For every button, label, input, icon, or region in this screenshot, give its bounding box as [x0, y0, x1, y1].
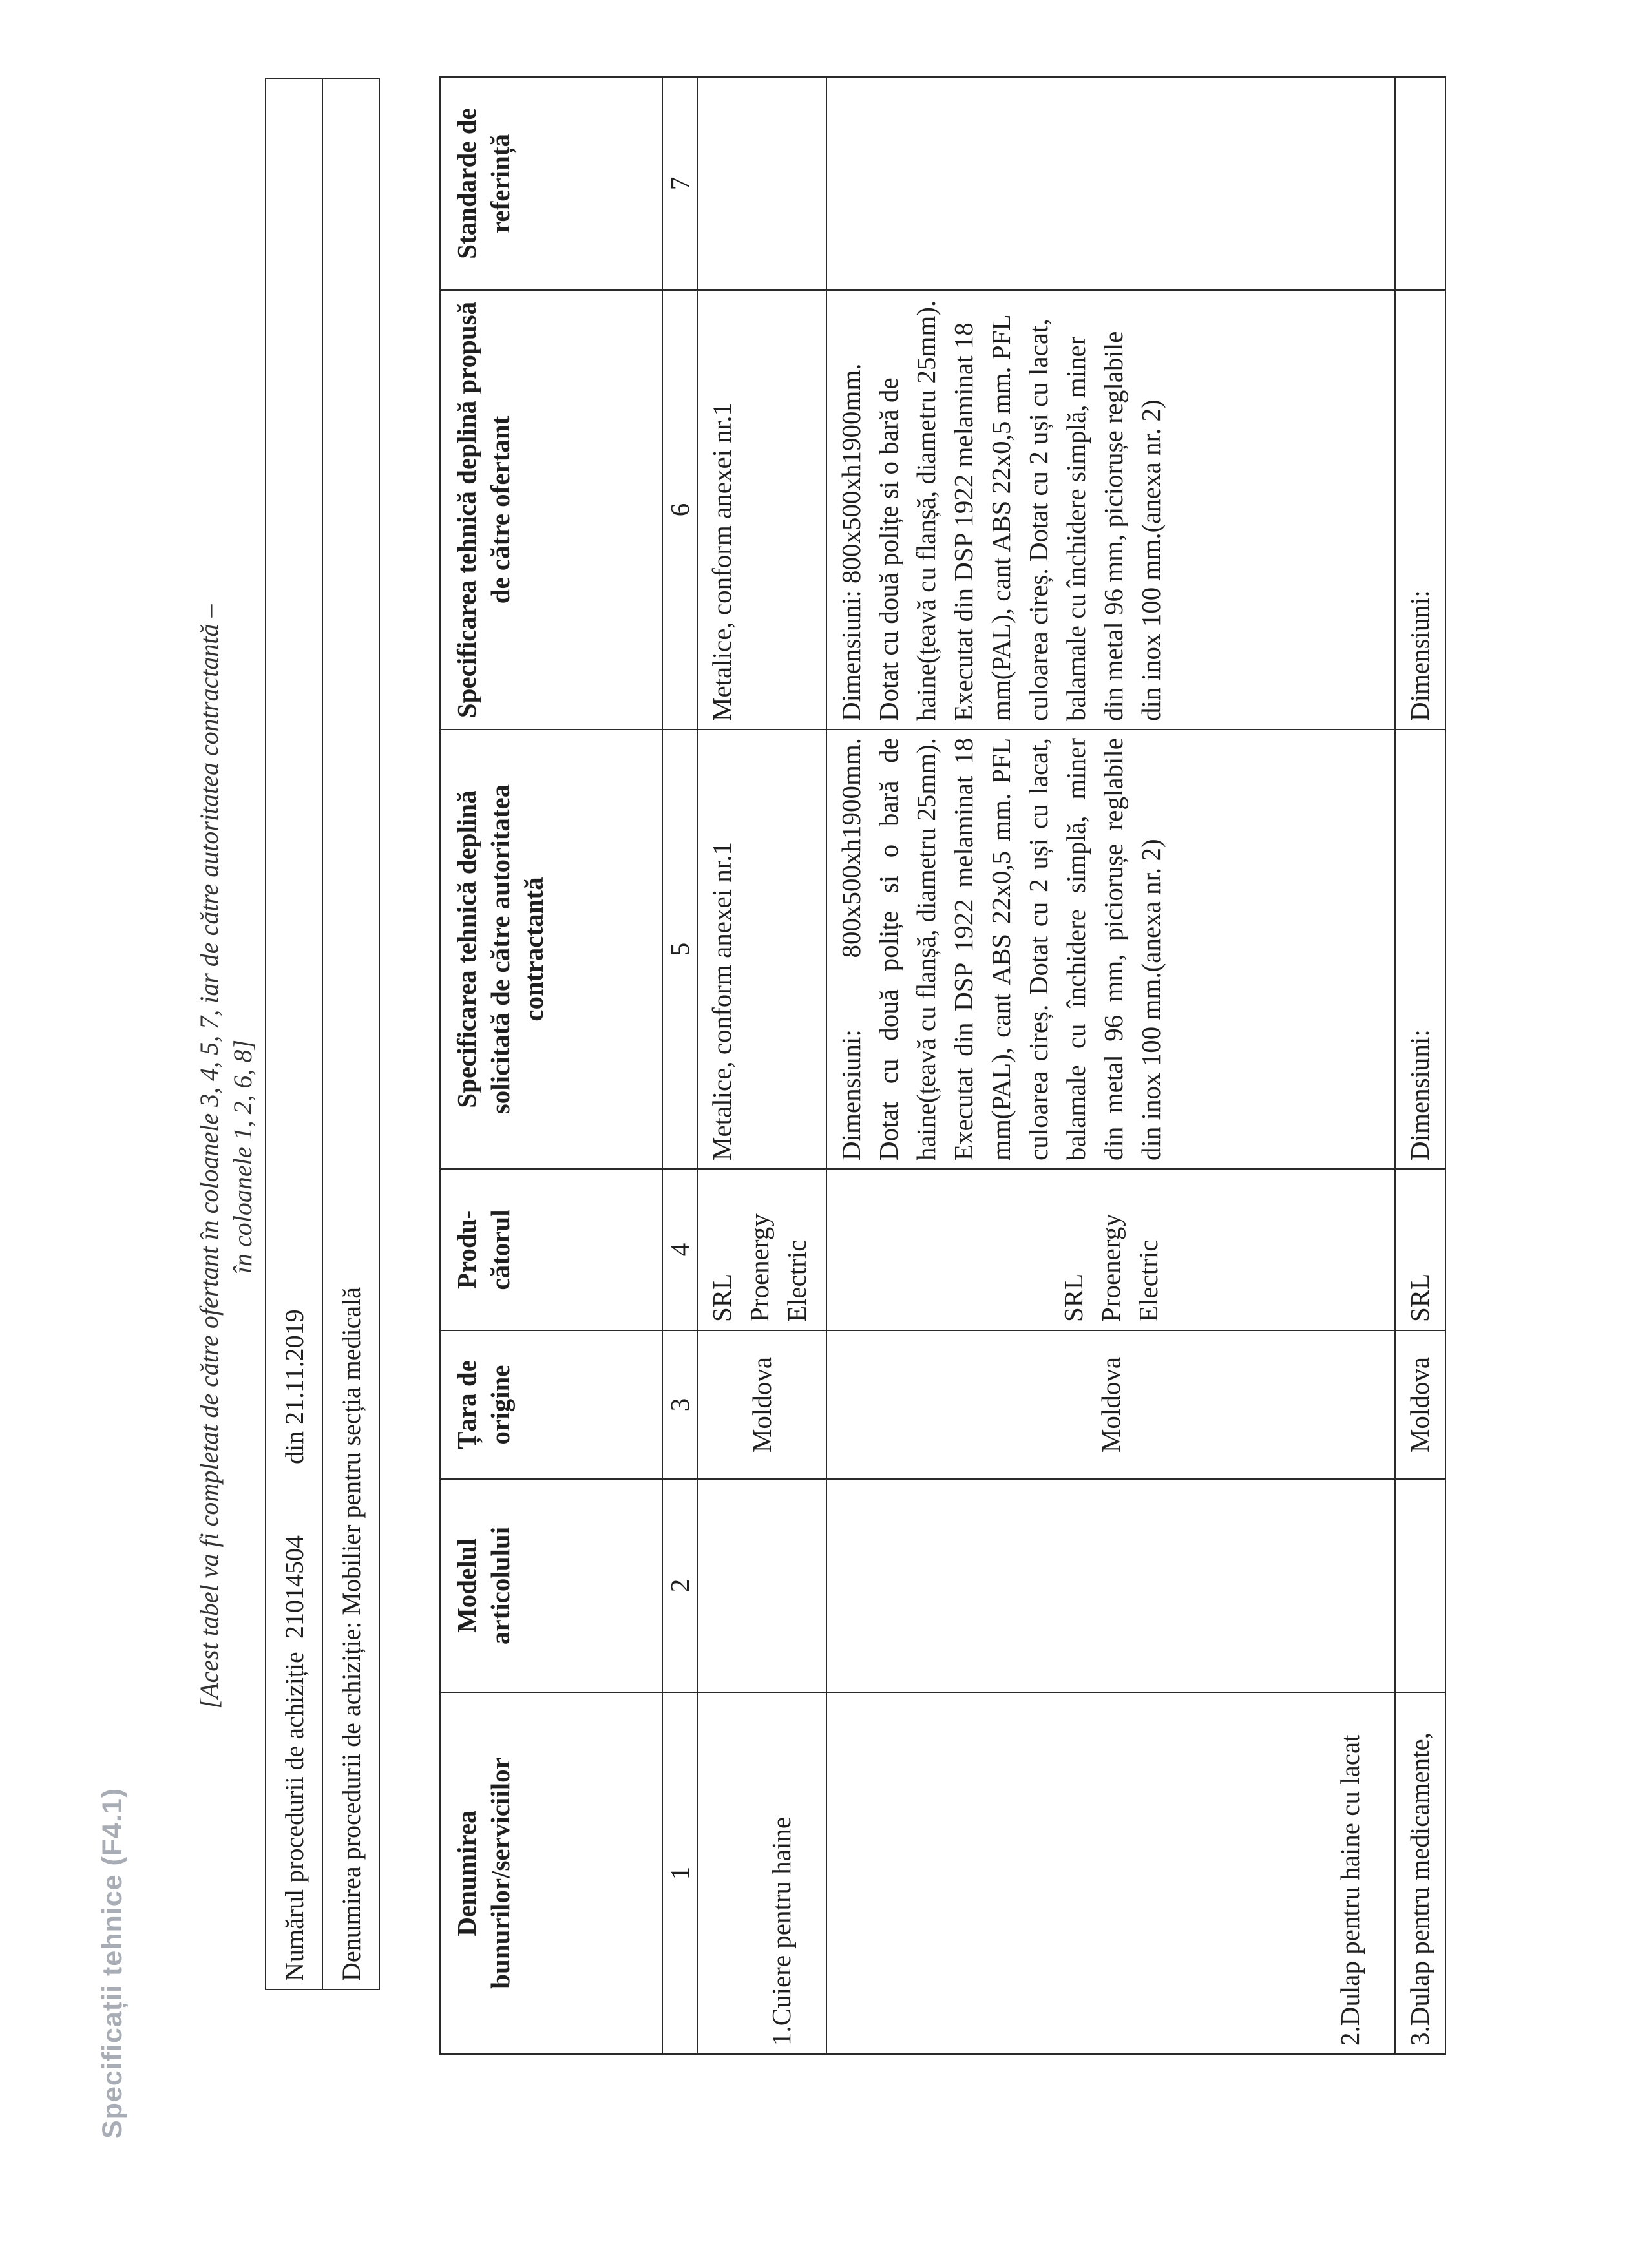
- column-number-6: 6: [662, 290, 697, 730]
- item-producer: SRL Proenergy Electric: [697, 1169, 826, 1330]
- header-producatorul: Produ-cătorul: [440, 1169, 662, 1330]
- item-producer: SRL: [1395, 1169, 1445, 1330]
- column-number-4: 4: [662, 1169, 697, 1330]
- item-model: [1395, 1479, 1445, 1692]
- item-name: 2.Dulap pentru haine cu lacat: [826, 1692, 1395, 2054]
- item-standards: [826, 77, 1395, 290]
- instruction-line-1: [Acest tabel va fi completat de către ofertant în coloanele 3, 4, 5, 7, iar de către autoritatea contractantă –: [194, 604, 224, 1709]
- procedure-name-row: [322, 78, 379, 1990]
- table-row: [1395, 77, 1445, 2054]
- page-title: Specificații tehnice (F4.1): [97, 1787, 128, 2139]
- item-country: Moldova: [826, 1330, 1395, 1479]
- procedure-date: din 21.11.2019: [279, 1309, 309, 1464]
- procedure-name-label: Denumirea procedurii de achiziție:: [336, 1621, 366, 1981]
- item-standards: [1395, 77, 1445, 290]
- item-name: 1.Cuiere pentru haine: [697, 1692, 826, 2054]
- item-spec-requested: Metalice, conform anexei nr.1: [697, 730, 826, 1169]
- item-spec-offered: Dimensiuni:: [1395, 290, 1445, 730]
- procedure-number-cell: [266, 78, 322, 1990]
- procedure-number-label: Numărul procedurii de achiziție: [279, 1652, 309, 1981]
- procedure-number-row: [266, 78, 322, 1990]
- column-number-7: 7: [662, 77, 697, 290]
- item-country: Moldova: [1395, 1330, 1445, 1479]
- procedure-name-cell: [322, 78, 379, 1990]
- column-number-5: 5: [662, 730, 697, 1169]
- table-row: [697, 77, 826, 2054]
- item-standards: [697, 77, 826, 290]
- column-number-row: [662, 77, 697, 2054]
- header-spec-propusa: Specificarea tehnică deplină propusă de către ofertant: [440, 290, 662, 730]
- column-number-1: 1: [662, 1692, 697, 2054]
- instruction-line-2: în coloanele 1, 2, 6, 8]: [228, 1039, 257, 1274]
- item-model: [697, 1479, 826, 1692]
- technical-spec-table: [439, 76, 1446, 2055]
- item-country: Moldova: [697, 1330, 826, 1479]
- header-spec-solicitata: Specificarea tehnică deplină solicitată de către autoritatea contractantă: [440, 730, 662, 1169]
- column-number-2: 2: [662, 1479, 697, 1692]
- table-row: [826, 77, 1395, 2054]
- header-tara-de-origine: Țara de origine: [440, 1330, 662, 1479]
- item-name: 3.Dulap pentru medicamente,: [1395, 1692, 1445, 2054]
- column-number-3: 3: [662, 1330, 697, 1479]
- procedure-number-value: 21014504: [279, 1535, 309, 1639]
- table-header-row: [440, 77, 662, 2054]
- procedure-meta-table: [265, 78, 380, 1990]
- item-spec-requested: Dimensiuni: 800x500xh1900mm. Dotat cu două polițe si o bară de haine(țeavă cu flanșă, diametru 25mm). Executat din DSP 1922 melaminat 18 mm(PAL), cant ABS 22x0,5 mm. PFL culoarea cireș. Dotat cu 2 uși cu lacat, balamale cu închidere simplă, miner din metal 96 mm, piciorușe reglabile din inox 100 mm.(anexa nr. 2): [826, 730, 1395, 1169]
- item-producer: SRL Proenergy Electric: [826, 1169, 1395, 1330]
- header-standarde: Standarde de referință: [440, 77, 662, 290]
- header-denumirea: Denumirea bunurilor/serviciilor: [440, 1692, 662, 2054]
- header-modelul: Modelul articolului: [440, 1479, 662, 1692]
- item-spec-offered: Metalice, conform anexei nr.1: [697, 290, 826, 730]
- item-model: [826, 1479, 1395, 1692]
- item-spec-requested: Dimensiuni:: [1395, 730, 1445, 1169]
- procedure-name-value: Mobilier pentru secția medicală: [336, 1287, 366, 1615]
- item-spec-offered: Dimensiuni: 800x500xh1900mm. Dotat cu două polițe si o bară de haine(țeavă cu flanșă, diametru 25mm). Executat din DSP 1922 melaminat 18 mm(PAL), cant ABS 22x0,5 mm. PFL culoarea cireș. Dotat cu 2 uși cu lacat, balamale cu închidere simplă, miner din metal 96 mm, piciorușe reglabile din inox 100 mm.(anexa nr. 2): [826, 290, 1395, 730]
